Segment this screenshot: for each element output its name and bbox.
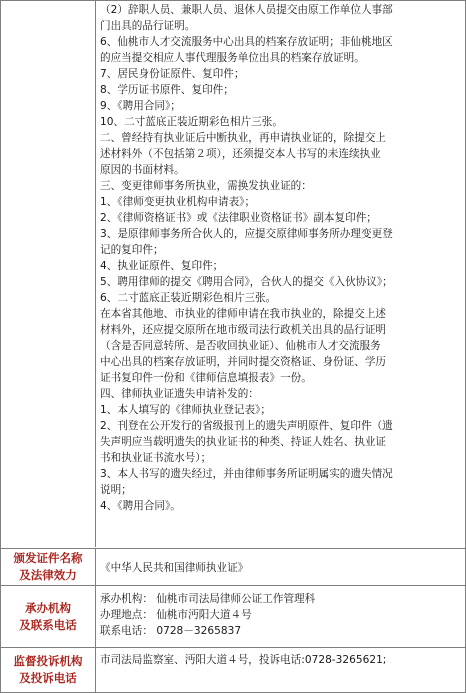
materials-line: 1、《律师变更执业机构申请表》； — [100, 196, 256, 208]
materials-line: 二、曾经持有执业证后中断执业，再申请执业证的，除提交上 — [100, 132, 387, 144]
agency-row — [1, 585, 465, 647]
materials-line: 10、二寸蓝底正装近期彩色相片三张。 — [100, 116, 283, 128]
complaint-label-line2: 及投诉电话 — [19, 671, 77, 685]
materials-line: 5、聘用律师的提交《聘用合同》，合伙人的提交《入伙协议》； — [100, 276, 393, 288]
materials-line: 述材料外（不包括第２项），还须提交本人书写的未连续执业 — [100, 148, 381, 160]
certificate-label-line2: 及法律效力 — [19, 568, 77, 582]
materials-line: 门出具的品行证明。 — [100, 20, 196, 32]
materials-line: 失声明应当载明遗失的执业证书的种类、持证人姓名、执业证 — [100, 436, 387, 448]
materials-line: 在本省其他地、市执业的律师申请在我市执业的，除提交上述 — [100, 308, 387, 320]
materials-line: 原因的书面材料。 — [100, 164, 185, 176]
materials-content — [97, 1, 465, 547]
complaint-row — [1, 647, 465, 692]
complaint-label-line1: 监督投诉机构 — [13, 654, 83, 668]
materials-line: 4、执业证原件、复印件； — [100, 260, 224, 272]
materials-label-cell — [1, 1, 96, 547]
certificate-label — [1, 549, 96, 585]
materials-line: 证书复印件一份和《律师信息填报表》一份。 — [100, 372, 312, 384]
complaint-label — [1, 648, 96, 692]
agency-label-line2: 及联系电话 — [19, 617, 77, 632]
materials-line: 书和执业证书流水号）； — [100, 452, 212, 464]
materials-line: 9、《聘用合同》； — [100, 100, 181, 112]
materials-line: 3、本人书写的遗失经过，并由律师事务所证明属实的遗失情况 — [100, 468, 393, 480]
materials-line: 8、学历证书原件、复印件； — [100, 84, 234, 96]
materials-line: 中心出具的档案存放证明，并同时提交资格证、身份证、学历 — [100, 356, 387, 368]
materials-line: 6、二寸蓝底正装近期彩色相片三张。 — [100, 292, 277, 304]
agency-label — [1, 586, 96, 647]
agency-label-line1: 承办机构 — [25, 600, 71, 615]
materials-line: 2、《律师资格证书》或《法律职业资格证书》副本复印件； — [100, 212, 377, 224]
agency-content — [97, 586, 465, 647]
materials-line: 4、《聘用合同》。 — [100, 500, 181, 512]
complaint-value: 市司法局监察室、沔阳大道４号，投诉电话:0728-3265621; — [100, 654, 387, 666]
certificate-value: 《中华人民共和国律师执业证》 — [100, 561, 249, 574]
agency-phone-line: 联系电话： 0728－3265837 — [100, 625, 242, 637]
materials-line: 3、是原律师事务所合伙人的，应提交原律师事务所办理变更登 — [100, 228, 393, 240]
materials-line: 材料外，还应提交原所在地市级司法行政机关出具的品行证明 — [100, 324, 387, 336]
materials-line: （含是否同意转所、是否收回执业证）、仙桃市人才交流服务 — [100, 340, 381, 352]
materials-line: 说明； — [100, 484, 132, 496]
materials-line: 2、刊登在公开发行的省级报刊上的遗失声明原件、复印件（遗 — [100, 420, 393, 432]
complaint-content — [97, 648, 465, 692]
materials-line: 四、律师执业证遗失申请补发的： — [100, 388, 259, 400]
materials-line: 记的复印件； — [100, 244, 164, 256]
certificate-label-line1: 颁发证件名称 — [13, 551, 83, 565]
materials-line: 的应当提交相应人事代理服务单位出具的档案存放证明。 — [100, 52, 365, 64]
materials-line: 三、变更律师事务所执业，需换发执业证的： — [100, 180, 312, 192]
materials-line: 7、居民身份证原件、复印件； — [100, 68, 245, 80]
materials-line: （2）辞职人员、兼职人员、退休人员提交由原工作单位人事部 — [100, 4, 393, 16]
certificate-content — [97, 549, 465, 585]
certificate-row — [1, 548, 465, 585]
agency-address-line: 办理地点： 仙桃市沔阳大道４号 — [100, 609, 252, 621]
agency-name-line: 承办机构： 仙桃市司法局律师公证工作管理科 — [100, 593, 316, 605]
materials-line: 1、本人填写的《律师执业登记表》； — [100, 404, 271, 416]
materials-row — [1, 1, 465, 547]
materials-line: 6、仙桃市人才交流服务中心出具的档案存放证明；非仙桃地区 — [100, 36, 393, 48]
